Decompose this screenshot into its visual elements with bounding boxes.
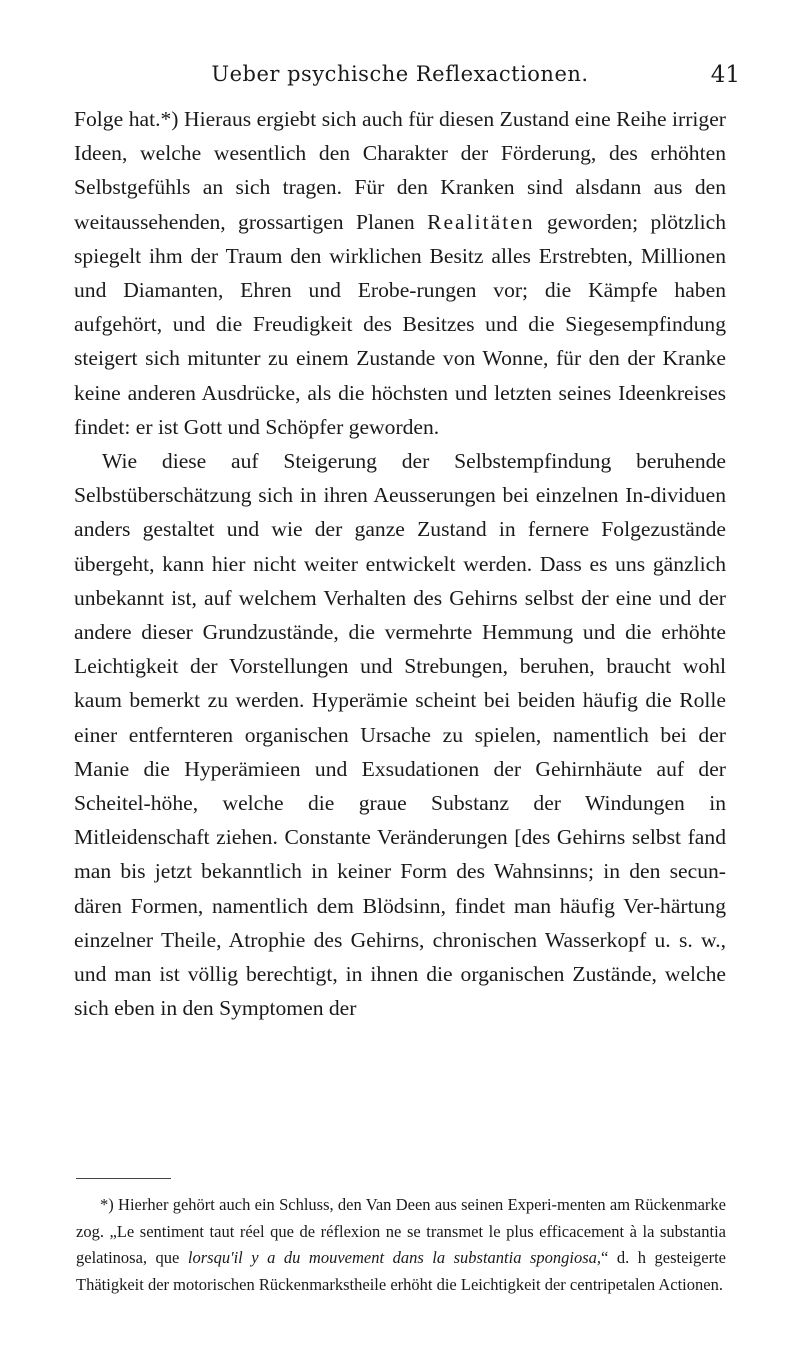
page-header bbox=[0, 62, 800, 92]
footnote bbox=[76, 1192, 726, 1299]
paragraph-1-opening: Folge hat. bbox=[74, 107, 161, 131]
emphasis-realitaeten: Realitäten bbox=[427, 209, 535, 234]
paragraph-1-text-a: Hieraus ergiebt sich auch für diesen Zustand eine Reihe irriger Ideen, welche wesentlich den Charakter der Förderung, des erhöhten Selbstgefühls an sich tragen. Für den Kranken sind alsdann aus den weitaussehenden, grossartigen Planen bbox=[74, 107, 726, 234]
page-number: 41 bbox=[710, 62, 740, 88]
footnote-text-a: Hierher gehört auch ein Schluss, den Van Deen aus seinen Experi-menten am Rückenmarke zog. „Le sentiment taut réel que de réflexion ne se transmet le plus efficacement à la substantia gelatinosa, que bbox=[76, 1195, 726, 1268]
footnote-text-b: “ d. h gesteigerte Thätigkeit der motorischen Rückenmarkstheile erhöht die Leichtigkeit der centripetalen Actionen. bbox=[76, 1248, 726, 1295]
running-title: Ueber psychische Reflexactionen. bbox=[211, 62, 589, 86]
paragraph-2: Wie diese auf Steigerung der Selbstempfindung beruhende Selbstüberschätzung sich in ihren Aeusserungen bei einzelnen In-dividuen anders gestaltet und wie der ganze Zustand in fernere Folgezustände übergeht, kann hier nicht weiter entwickelt werden. Dass es uns gänzlich unbekannt ist, auf welchem Verhalten des Gehirns selbst der eine und der andere dieser Grundzustände, die vermehrte Hemmung und die erhöhte Leichtigkeit der Vorstellungen und Strebungen, beruhen, braucht wohl kaum bemerkt zu werden. Hyperämie scheint bei beiden häufig die Rolle einer entfernteren organischen Ursache zu spielen, namentlich bei der Manie die Hyperämieen und Exsudationen der Gehirnhäute auf der Scheitel-höhe, welche die graue Substanz der Windungen in Mitleidenschaft ziehen. Constante Veränderungen [des Gehirns selbst fand man bis jetzt bekanntlich in keiner Form des Wahnsinns; in den secun-dären Formen, namentlich dem Blödsinn, findet man häufig Ver-härtung einzelner Theile, Atrophie des Gehirns, chronischen Wasserkopf u. s. w., und man ist völlig berechtigt, in ihnen die organischen Zustände, welche sich eben in den Symptomen der bbox=[74, 449, 726, 1021]
footnote-italic-quote: lorsqu'il y a du mouvement dans la substantia spongiosa, bbox=[187, 1248, 602, 1268]
footnote-reference: *) bbox=[160, 107, 179, 131]
paragraph-1 bbox=[74, 102, 726, 444]
main-text bbox=[74, 102, 726, 1025]
footnote-marker: *) bbox=[100, 1195, 114, 1214]
footnote-divider bbox=[76, 1178, 171, 1179]
paragraph-1-text-b: geworden; plötzlich spiegelt ihm der Traum den wirklichen Besitz alles Erstrebten, Millionen und Diamanten, Ehren und Erobe-rungen vor; die Kämpfe haben aufgehört, und die Freudigkeit des Besitzes und die Siegesempfindung steigert sich mitunter zu einem Zustande von Wonne, für den der Kranke keine anderen Ausdrücke, als die höchsten und letzten seines Ideenkreises findet: er ist Gott und Schöpfer geworden. bbox=[74, 209, 726, 439]
